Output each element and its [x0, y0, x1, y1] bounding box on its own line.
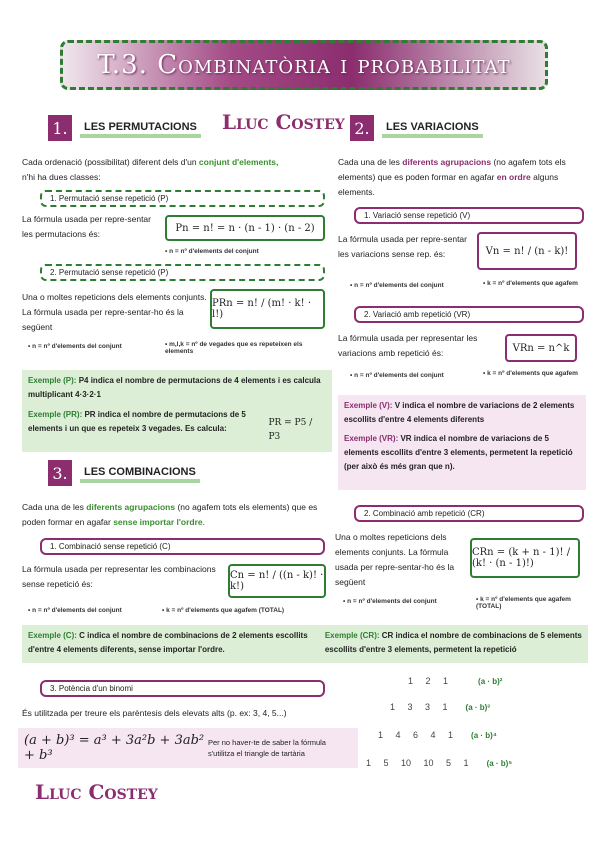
variation-formula: Vn = n! / (n - k)! [477, 232, 577, 270]
variation-rep-box: 2. Variació amb repetició (VR) [354, 306, 584, 323]
combination-rep-bullet-n: • n = nº d'elements del conjunt [343, 598, 437, 605]
binomial-box: 3. Potència d'un binomi [40, 680, 325, 697]
author-bottom: Lluc Costey [35, 780, 158, 804]
combination-bullet-n: • n = nº d'elements del conjunt [28, 607, 122, 614]
permutation-rep-formula: PRn = n! / (m! · k! · l!) [210, 289, 325, 329]
pascal-row: 1 5 10 10 5 1 (a · b)⁵ [366, 758, 513, 768]
combination-rep-text: Una o moltes repeticions dels elements conjunts. La fórmula usada per repre-sentar-ho és la següent [335, 532, 455, 587]
binomial-formula-panel [18, 728, 358, 768]
variation-formula-text: La fórmula usada per repre-sentar les variacions sense rep. és: [338, 234, 467, 259]
combination-bullet-k: • k = nº d'elements que agafem (TOTAL) [162, 607, 285, 614]
section-3-number: 3. [48, 460, 72, 486]
section-3-intro: Cada una de les diferents agrupacions (no agafem tots els elements) que es poden formar en agafar sense importar l'ordre. [22, 502, 318, 527]
binomial-formula: (a + b)³ = a³ + 3a²b + 3ab² + b³ [24, 733, 205, 763]
combination-formula-text: La fórmula usada per representar les combinacions sense repetició és: [22, 564, 216, 589]
combination-no-rep-box: 1. Combinació sense repetició (C) [40, 538, 325, 555]
variation-rep-text: La fórmula usada per representar les variacions amb repetició és: [338, 333, 478, 358]
combination-rep-formula: CRn = (k + n - 1)! / (k! · (n - 1)!) [470, 538, 580, 578]
permutation-bullet: • n = nº d'elements del conjunt [165, 248, 259, 255]
section-1-examples: Exemple (P): P4 indica el nombre de permutacions de 4 elements i es calcula multiplicant 4·3·2·1 Exemple (PR): PR indica el nombre de permutacions de 5 elements i un que es repeteix 3 vegades. Es calcula: PR = P5 / P3 [22, 370, 332, 452]
section-1-intro: Cada ordenació (possibilitat) diferent dels d'un conjunt d'elements, n'hi ha dues classes: [22, 157, 279, 182]
combination-formula: Cn = n! / ((n - k)! · k!) [228, 564, 326, 598]
section-2-title: LES VARIACIONS [382, 121, 483, 138]
binomial-note: Per no haver-te de saber la fórmula s'utilitza el triangle de tartària [208, 738, 326, 758]
permutation-rep-text: Una o moltes repeticions dels elements conjunts. La fórmula usada per repre-sentar-ho és la següent [22, 292, 207, 332]
variation-rep-formula: VRn = n^k [505, 334, 577, 362]
combination-rep-bullet-k: • k = nº d'elements que agafem (TOTAL) [476, 596, 571, 610]
variation-no-rep-box: 1. Variació sense repetició (V) [354, 207, 584, 224]
permutation-rep-bullet-mlk: • m,l,k = nº de vegades que es repeteixen els elements [165, 341, 303, 355]
section-1-number: 1. [48, 115, 72, 141]
section-2-intro: Cada una de les diferents agrupacions (no agafem tots els elements) que es poden formar en agafar en ordre alguns elements. [338, 157, 566, 197]
variation-bullet-n: • n = nº d'elements del conjunt [350, 282, 444, 289]
title-banner [60, 40, 548, 90]
section-3-examples: Exemple (C): C indica el nombre de combinacions de 2 elements escollits d'entre 4 elements diferents, sense importar l'ordre. Exemple (CR): CR indica el nombre de combinacions de 5 elements escollits d'entre 3 elements, permetent la repetició [22, 625, 588, 663]
section-3-title: LES COMBINACIONS [80, 466, 200, 483]
section-1-title: LES PERMUTACIONS [80, 121, 201, 138]
permutation-no-rep-box: 1. Permutació sense repetició (P) [40, 190, 325, 207]
binomial-text: És utilitzada per treure els parèntesis dels elevats alts (p. ex: 3, 4, 5...) [22, 708, 287, 718]
combination-rep-box: 2. Combinació amb repetició (CR) [354, 505, 584, 522]
pascal-row: 1 4 6 4 1 (a · b)⁴ [378, 730, 497, 740]
section-2-number: 2. [350, 115, 374, 141]
author-top: Lluc Costey [222, 110, 345, 134]
permutation-rep-box: 2. Permutació sense repetició (P) [40, 264, 325, 281]
variation-rep-bullet-n: • n = nº d'elements del conjunt [350, 372, 444, 379]
permutation-rep-bullet-n: • n = nº d'elements del conjunt [28, 343, 122, 350]
permutation-formula: Pn = n! = n · (n - 1) · (n - 2) [165, 215, 325, 241]
pascal-row: 1 2 1 (a · b)² [408, 676, 503, 686]
page-title: T.3. Combinatòria i probabilitat [97, 50, 511, 80]
permutation-formula-text: La fórmula usada per repre-sentar les permutacions és: [22, 214, 151, 239]
variation-bullet-k: • k = nº d'elements que agafem [483, 280, 578, 287]
variation-rep-bullet-k: • k = nº d'elements que agafem [483, 370, 578, 377]
section-2-examples: Exemple (V): V indica el nombre de variacions de 2 elements escollits d'entre 4 elements diferents Exemple (VR): VR indica el nombre de variacions de 5 elements escollits d'entre 3 elements, permetent la repetició (per això és més gran que n). [338, 395, 586, 490]
pascal-row: 1 3 3 1 (a · b)³ [390, 702, 490, 712]
